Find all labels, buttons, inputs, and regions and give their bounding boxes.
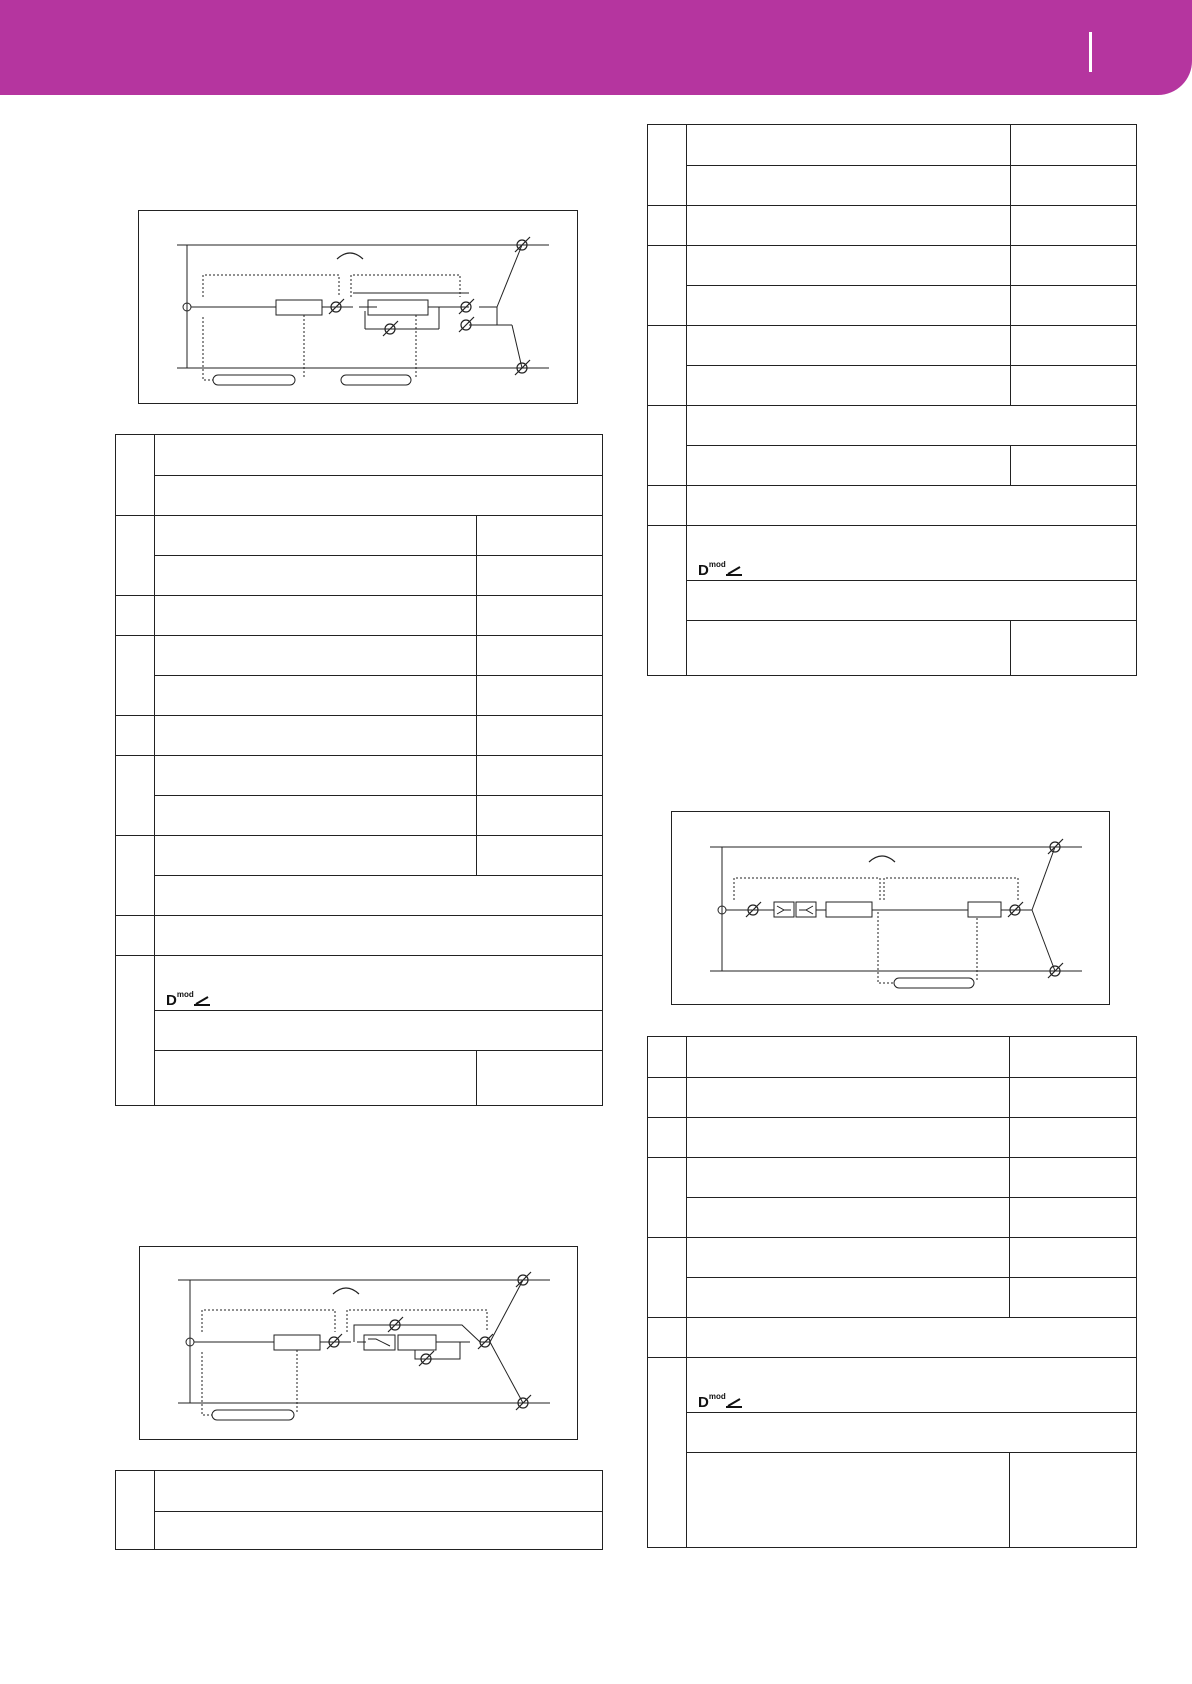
dmod-icon: $D^{mod}$ [166, 993, 210, 1008]
table-row [686, 1197, 1136, 1198]
table-row [648, 205, 1136, 206]
table-row [686, 445, 1136, 446]
table-row [116, 755, 602, 756]
table-row [116, 835, 602, 836]
table-4-label-column-divider [686, 1037, 687, 1547]
table-row [686, 365, 1136, 366]
table-row [686, 1452, 1136, 1453]
dmod-icon: $D^{mod}$ [698, 563, 742, 578]
table-1-label-column-divider [154, 435, 155, 1105]
table-row [648, 525, 1136, 526]
table-row [648, 485, 1136, 486]
table-row [116, 635, 602, 636]
table-row [648, 1357, 1136, 1358]
table-row [116, 715, 602, 716]
table-row [154, 1050, 602, 1051]
table-row [116, 915, 602, 916]
table-row [648, 325, 1136, 326]
diagram-1-svg [139, 211, 579, 405]
page-header-band [0, 0, 1192, 95]
table-3-value-column-divider-mid [1010, 445, 1011, 485]
table-row [648, 405, 1136, 406]
table-row [154, 555, 602, 556]
table-row [154, 475, 602, 476]
table-row [686, 165, 1136, 166]
diagram-2-svg [140, 1247, 579, 1441]
parameter-table-4 [647, 1036, 1137, 1548]
table-row [648, 1157, 1136, 1158]
table-1-value-column-divider-bottom [476, 1050, 477, 1105]
parameter-table-3 [647, 124, 1137, 676]
dmod-icon: $D^{mod}$ [698, 1395, 742, 1410]
table-row [686, 1277, 1136, 1278]
header-divider-bar [1089, 32, 1092, 72]
table-3-label-column-divider [686, 125, 687, 675]
signal-flow-diagram-1 [138, 210, 578, 404]
table-row [154, 675, 602, 676]
table-row [648, 1317, 1136, 1318]
table-row [648, 1117, 1136, 1118]
table-row [154, 1010, 602, 1011]
table-row [116, 595, 602, 596]
table-4-value-column-divider-bottom [1009, 1452, 1010, 1547]
table-4-value-column-divider [1009, 1037, 1010, 1317]
table-3-value-column-divider-bottom [1010, 620, 1011, 675]
table-3-value-column-divider [1010, 125, 1011, 405]
parameter-table-2 [115, 1470, 603, 1550]
table-row [116, 515, 602, 516]
table-row [648, 1237, 1136, 1238]
table-row [648, 245, 1136, 246]
table-row [154, 795, 602, 796]
table-row [686, 285, 1136, 286]
diagram-3-svg [672, 812, 1111, 1006]
signal-flow-diagram-3 [671, 811, 1110, 1005]
signal-flow-diagram-2 [139, 1246, 578, 1440]
table-row [116, 955, 602, 956]
table-1-value-column-divider [476, 515, 477, 875]
table-row [686, 620, 1136, 621]
table-row [154, 875, 602, 876]
table-row [648, 1077, 1136, 1078]
table-2-label-column-divider [154, 1471, 155, 1549]
table-row [154, 1511, 602, 1512]
table-row [686, 1412, 1136, 1413]
table-row [686, 580, 1136, 581]
parameter-table-1 [115, 434, 603, 1106]
